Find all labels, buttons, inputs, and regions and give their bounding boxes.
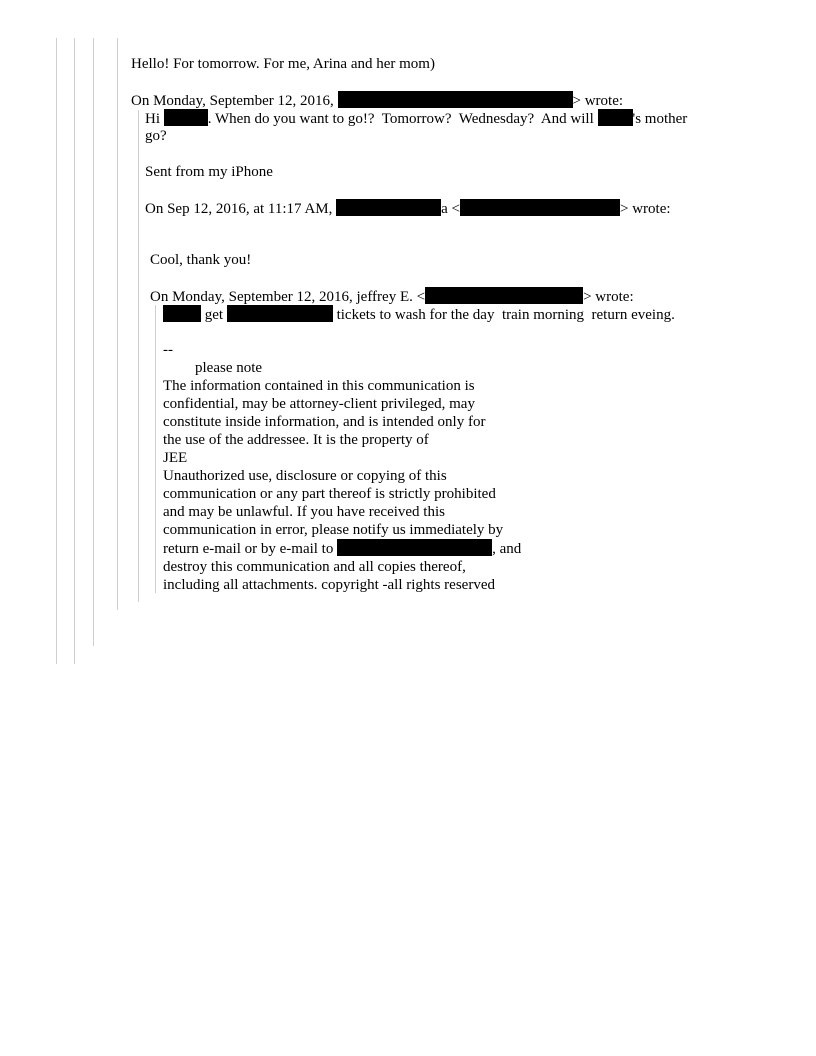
reply-text: Hello! For tomorrow. For me, Arina and her mom) bbox=[131, 56, 435, 72]
disclaimer-note: please note bbox=[195, 360, 263, 376]
disclaimer-line: Unauthorized use, disclosure or copying of this bbox=[163, 468, 447, 484]
disclaimer-line: constitute inside information, and is intended only for bbox=[163, 414, 486, 430]
disclaimer-email-suffix: , and bbox=[492, 541, 522, 557]
quote-header-1 bbox=[131, 91, 623, 110]
message-1-signature: Sent from my iPhone bbox=[145, 164, 273, 180]
quote-bar-2 bbox=[74, 38, 75, 664]
quote-bar-6 bbox=[155, 305, 156, 593]
message-1-greeting: Hi bbox=[145, 111, 160, 127]
signature-dashes: -- bbox=[163, 342, 173, 358]
quote-header-2 bbox=[145, 199, 671, 218]
redaction bbox=[460, 199, 620, 216]
redaction bbox=[227, 305, 333, 322]
quote-bar-5 bbox=[138, 110, 139, 602]
disclaimer-body bbox=[163, 377, 521, 594]
quote-header-2-middle: a < bbox=[441, 201, 460, 217]
disclaimer-line: the use of the addressee. It is the property of bbox=[163, 432, 429, 448]
redaction bbox=[337, 539, 492, 556]
redaction bbox=[598, 109, 633, 126]
redaction bbox=[338, 91, 573, 108]
quote-header-1-suffix: > wrote: bbox=[572, 93, 624, 109]
quote-bar-4 bbox=[117, 38, 118, 610]
redaction bbox=[336, 199, 441, 216]
message-2-text: Cool, thank you! bbox=[150, 252, 252, 268]
disclaimer-line: destroy this communication and all copies thereof, bbox=[163, 559, 466, 575]
quote-header-2-suffix: > wrote: bbox=[620, 201, 671, 217]
disclaimer-email-prefix: return e-mail or by e-mail to bbox=[163, 541, 334, 557]
message-3-text bbox=[163, 305, 675, 324]
disclaimer-line: including all attachments. copyright -all rights reserved bbox=[163, 577, 495, 593]
disclaimer-line: communication or any part thereof is strictly prohibited bbox=[163, 486, 496, 502]
quote-header-3 bbox=[150, 287, 634, 306]
disclaimer-line: The information contained in this communication is bbox=[163, 378, 475, 394]
message-3-get: get bbox=[204, 307, 224, 323]
message-3-rest: tickets to wash for the day train morning return eveing. bbox=[336, 307, 675, 323]
quote-bar-3 bbox=[93, 38, 94, 646]
redaction bbox=[425, 287, 583, 304]
message-1-question: . When do you want to go!? Tomorrow? Wednesday? And will bbox=[207, 111, 594, 127]
quote-header-1-prefix: On Monday, September 12, 2016, bbox=[131, 93, 334, 109]
quote-header-3-suffix: > wrote: bbox=[583, 289, 634, 305]
disclaimer-line: and may be unlawful. If you have received this bbox=[163, 504, 445, 520]
message-1-mother: 's mother bbox=[632, 111, 688, 127]
disclaimer-line: JEE bbox=[163, 450, 188, 466]
disclaimer-line: communication in error, please notify us immediately by bbox=[163, 522, 504, 538]
quote-header-3-prefix: On Monday, September 12, 2016, jeffrey E. < bbox=[150, 289, 426, 305]
message-1-line-1 bbox=[145, 109, 687, 128]
disclaimer-email-line bbox=[163, 539, 521, 558]
redaction bbox=[163, 305, 201, 322]
message-1-line-2: go? bbox=[145, 128, 167, 144]
redaction bbox=[164, 109, 208, 126]
quote-header-2-prefix: On Sep 12, 2016, at 11:17 AM, bbox=[145, 201, 333, 217]
quote-bar-1 bbox=[56, 38, 57, 664]
disclaimer-line: confidential, may be attorney-client privileged, may bbox=[163, 396, 475, 412]
